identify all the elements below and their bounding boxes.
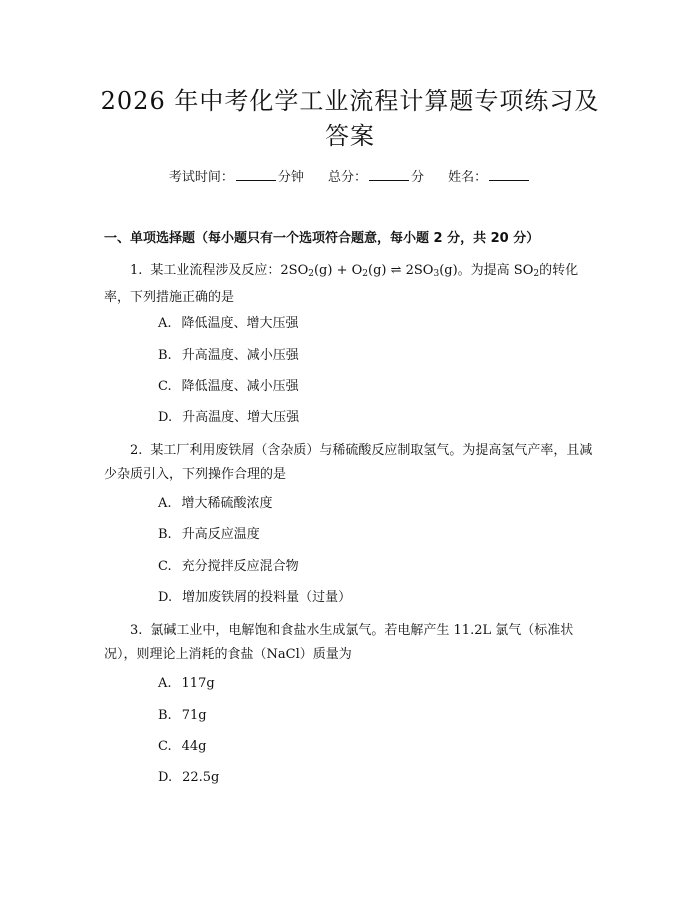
question-1-option-c[interactable]	[158, 378, 299, 396]
option-letter: C.	[158, 739, 172, 754]
option-letter: C.	[158, 379, 172, 394]
question-2-option-c[interactable]	[158, 558, 299, 576]
option-text: 117g	[181, 676, 215, 691]
section-heading-single-choice: 一、单项选择题（每小题只有一个选项符合题意，每小题 2 分，共 20 分）	[104, 231, 540, 246]
question-2-option-a[interactable]	[158, 495, 273, 513]
option-text: 升高温度、增大压强	[182, 410, 300, 425]
option-text: 71g	[181, 708, 207, 723]
question-1-stem	[104, 259, 596, 310]
exam-time-blank[interactable]	[236, 168, 276, 181]
question-1-text-part: (g) ⇌ 2SO	[368, 263, 434, 278]
total-score	[328, 168, 424, 187]
exam-time-unit: 分钟	[277, 170, 304, 185]
option-text: 44g	[181, 739, 207, 754]
option-letter: B.	[158, 708, 172, 723]
total-score-blank[interactable]	[369, 168, 409, 181]
question-3-option-a[interactable]	[158, 675, 215, 693]
question-3-option-b[interactable]	[158, 707, 207, 725]
option-letter: A.	[158, 496, 172, 511]
option-letter: B.	[158, 348, 172, 363]
subscript: 2	[362, 269, 368, 279]
exam-time	[169, 168, 304, 187]
student-name-label: 姓名：	[448, 170, 488, 185]
question-1-option-a[interactable]	[158, 315, 299, 333]
option-text: 充分搅拌反应混合物	[181, 559, 299, 574]
option-letter: D.	[158, 770, 173, 785]
subscript: 2	[308, 269, 314, 279]
option-letter: C.	[158, 559, 172, 574]
student-name	[448, 168, 531, 187]
question-1-text-part: 的转化率，下列措施正确的是	[104, 263, 579, 305]
question-2-option-b[interactable]	[158, 526, 260, 544]
option-text: 降低温度、减小压强	[181, 379, 299, 394]
question-number: 1.	[130, 263, 143, 278]
exam-time-label: 考试时间：	[168, 170, 234, 185]
option-letter: A.	[158, 316, 172, 331]
page-title-line-2: 答案	[325, 122, 375, 150]
question-1-text-part: 某工业流程涉及反应：2SO	[150, 263, 309, 278]
total-score-label: 总分：	[327, 170, 367, 185]
question-3-option-d[interactable]	[158, 769, 219, 787]
option-text: 升高反应温度	[181, 527, 260, 542]
exam-info-bar	[0, 168, 700, 187]
option-letter: B.	[158, 527, 172, 542]
question-3-text: 氯碱工业中，电解饱和食盐水生成氯气。若电解产生 11.2L 氯气（标准状况），则理论上消耗的食盐（NaCl）质量为	[104, 623, 574, 662]
question-2-option-d[interactable]	[158, 589, 351, 607]
question-3-stem	[104, 619, 596, 667]
option-text: 降低温度、增大压强	[181, 316, 299, 331]
total-score-unit: 分	[411, 170, 425, 185]
student-name-blank[interactable]	[489, 168, 529, 181]
question-number: 2.	[130, 443, 143, 458]
question-number: 3.	[130, 623, 143, 638]
option-text: 升高温度、减小压强	[181, 348, 299, 363]
question-1-option-d[interactable]	[158, 409, 299, 427]
subscript: 3	[433, 269, 440, 279]
question-2-text: 某工厂利用废铁屑（含杂质）与稀硫酸反应制取氢气。为提高氢气产率，且减少杂质引入，下列操作合理的是	[104, 443, 593, 482]
question-1-option-b[interactable]	[158, 347, 299, 365]
page-title-line-1: 2026 年中考化学工业流程计算题专项练习及	[100, 87, 600, 115]
option-letter: D.	[158, 590, 173, 605]
question-2-stem	[104, 439, 596, 487]
option-text: 增加废铁屑的投料量（过量）	[182, 590, 352, 605]
subscript: 2	[533, 269, 540, 279]
question-1-text-part: (g) + O	[313, 263, 363, 278]
option-text: 增大稀硫酸浓度	[181, 496, 273, 511]
option-text: 22.5g	[182, 770, 220, 785]
option-letter: D.	[158, 410, 173, 425]
option-letter: A.	[158, 676, 172, 691]
question-1-text-part: (g)。为提高 SO	[439, 263, 534, 278]
question-3-option-c[interactable]	[158, 738, 207, 756]
